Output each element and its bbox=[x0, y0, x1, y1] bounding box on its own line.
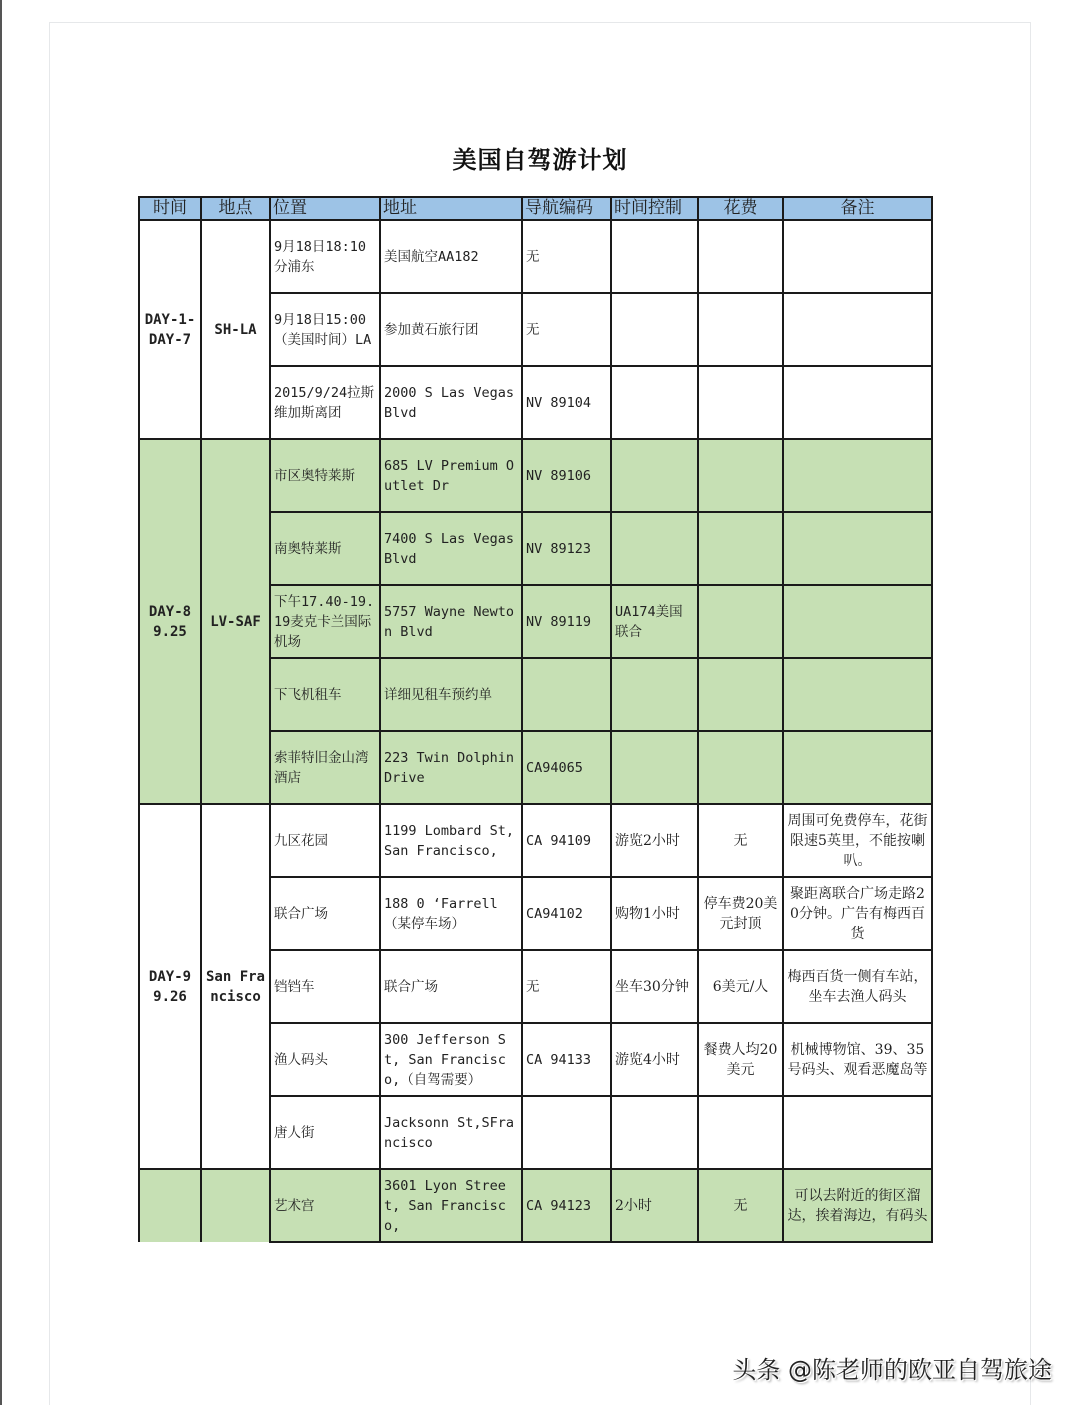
time-control-cell bbox=[611, 220, 698, 293]
time-control-cell: UA174美国联合 bbox=[611, 585, 698, 658]
note-cell: 可以去附近的街区溜达，挨着海边，有码头 bbox=[783, 1169, 932, 1242]
cost-cell bbox=[698, 439, 783, 512]
position-cell: 市区奥特莱斯 bbox=[270, 439, 380, 512]
address-cell: 685 LV Premium Outlet Dr bbox=[380, 439, 522, 512]
time-control-cell bbox=[611, 1096, 698, 1169]
header-nav-code: 导航编码 bbox=[522, 197, 611, 220]
nav-code-cell: NV 89104 bbox=[522, 366, 611, 439]
address-cell: 联合广场 bbox=[380, 950, 522, 1023]
cost-cell: 停车费20美元封顶 bbox=[698, 877, 783, 950]
nav-code-cell: NV 89123 bbox=[522, 512, 611, 585]
group-time-cell bbox=[139, 1169, 201, 1242]
cost-cell: 无 bbox=[698, 804, 783, 877]
table-row bbox=[139, 1169, 932, 1242]
header-time: 时间 bbox=[139, 197, 201, 220]
note-cell bbox=[783, 439, 932, 512]
group-place-cell: LV-SAF bbox=[201, 439, 270, 804]
document-title: 美国自驾游计划 bbox=[452, 146, 628, 174]
cost-cell bbox=[698, 585, 783, 658]
address-cell: 详细见租车预约单 bbox=[380, 658, 522, 731]
time-control-cell bbox=[611, 731, 698, 804]
nav-code-cell: NV 89119 bbox=[522, 585, 611, 658]
viewer-left-edge bbox=[0, 0, 2, 1405]
note-cell bbox=[783, 220, 932, 293]
note-cell bbox=[783, 1096, 932, 1169]
position-cell: 9月18日18:10分浦东 bbox=[270, 220, 380, 293]
address-cell: 参加黄石旅行团 bbox=[380, 293, 522, 366]
cost-cell bbox=[698, 658, 783, 731]
nav-code-cell: CA 94123 bbox=[522, 1169, 611, 1242]
table-row bbox=[139, 220, 932, 293]
note-cell bbox=[783, 293, 932, 366]
position-cell: 渔人码头 bbox=[270, 1023, 380, 1096]
table-row bbox=[139, 439, 932, 512]
address-cell: 7400 S Las Vegas Blvd bbox=[380, 512, 522, 585]
position-cell: 9月18日15:00（美国时间）LA bbox=[270, 293, 380, 366]
nav-code-cell: CA 94109 bbox=[522, 804, 611, 877]
address-cell: 5757 Wayne Newton Blvd bbox=[380, 585, 522, 658]
group-place-cell: SH-LA bbox=[201, 220, 270, 439]
position-cell: 2015/9/24拉斯维加斯离团 bbox=[270, 366, 380, 439]
header-place: 地点 bbox=[201, 197, 270, 220]
header-time-control: 时间控制 bbox=[611, 197, 698, 220]
time-control-cell: 坐车30分钟 bbox=[611, 950, 698, 1023]
cost-cell bbox=[698, 220, 783, 293]
nav-code-cell: NV 89106 bbox=[522, 439, 611, 512]
nav-code-cell bbox=[522, 1096, 611, 1169]
time-control-cell bbox=[611, 658, 698, 731]
time-control-cell bbox=[611, 512, 698, 585]
time-control-cell: 2小时 bbox=[611, 1169, 698, 1242]
time-control-cell: 游览2小时 bbox=[611, 804, 698, 877]
address-cell: Jacksonn St,SFrancisco bbox=[380, 1096, 522, 1169]
group-time-cell: DAY-9 9.26 bbox=[139, 804, 201, 1169]
group-place-cell bbox=[201, 1169, 270, 1242]
header-note: 备注 bbox=[783, 197, 932, 220]
note-cell: 机械博物馆、39、35号码头、观看恶魔岛等 bbox=[783, 1023, 932, 1096]
itinerary-table bbox=[138, 196, 933, 1243]
nav-code-cell: CA94065 bbox=[522, 731, 611, 804]
position-cell: 铛铛车 bbox=[270, 950, 380, 1023]
note-cell bbox=[783, 658, 932, 731]
note-cell bbox=[783, 366, 932, 439]
position-cell: 九区花园 bbox=[270, 804, 380, 877]
cost-cell: 6美元/人 bbox=[698, 950, 783, 1023]
note-cell: 梅西百货一侧有车站，坐车去渔人码头 bbox=[783, 950, 932, 1023]
cost-cell bbox=[698, 731, 783, 804]
watermark: 头条 @陈老师的欧亚自驾旅途 bbox=[732, 1356, 1052, 1384]
position-cell: 艺术宫 bbox=[270, 1169, 380, 1242]
position-cell: 唐人街 bbox=[270, 1096, 380, 1169]
address-cell: 2000 S Las Vegas Blvd bbox=[380, 366, 522, 439]
note-cell bbox=[783, 512, 932, 585]
address-cell: 美国航空AA182 bbox=[380, 220, 522, 293]
nav-code-cell: 无 bbox=[522, 293, 611, 366]
address-cell: 188 0 ‘Farrell（某停车场） bbox=[380, 877, 522, 950]
group-time-cell: DAY-8 9.25 bbox=[139, 439, 201, 804]
group-place-cell: San Francisco bbox=[201, 804, 270, 1169]
cost-cell bbox=[698, 293, 783, 366]
address-cell: 300 Jefferson St, San Francisco,（自驾需要） bbox=[380, 1023, 522, 1096]
time-control-cell bbox=[611, 439, 698, 512]
address-cell: 223 Twin Dolphin Drive bbox=[380, 731, 522, 804]
header-cost: 花费 bbox=[698, 197, 783, 220]
time-control-cell bbox=[611, 293, 698, 366]
table-row bbox=[139, 804, 932, 877]
nav-code-cell: CA94102 bbox=[522, 877, 611, 950]
address-cell: 3601 Lyon Street, San Francisco, bbox=[380, 1169, 522, 1242]
note-cell bbox=[783, 731, 932, 804]
nav-code-cell: 无 bbox=[522, 220, 611, 293]
cost-cell bbox=[698, 366, 783, 439]
note-cell: 聚距离联合广场走路20分钟。广告有梅西百货 bbox=[783, 877, 932, 950]
cost-cell: 无 bbox=[698, 1169, 783, 1242]
header-position: 位置 bbox=[270, 197, 380, 220]
note-cell: 周围可免费停车，花街限速5英里，不能按喇叭。 bbox=[783, 804, 932, 877]
position-cell: 下飞机租车 bbox=[270, 658, 380, 731]
position-cell: 南奥特莱斯 bbox=[270, 512, 380, 585]
note-cell bbox=[783, 585, 932, 658]
time-control-cell: 游览4小时 bbox=[611, 1023, 698, 1096]
nav-code-cell bbox=[522, 658, 611, 731]
group-time-cell: DAY-1-DAY-7 bbox=[139, 220, 201, 439]
header-address: 地址 bbox=[380, 197, 522, 220]
cost-cell bbox=[698, 1096, 783, 1169]
nav-code-cell: 无 bbox=[522, 950, 611, 1023]
position-cell: 下午17.40-19.19麦克卡兰国际机场 bbox=[270, 585, 380, 658]
nav-code-cell: CA 94133 bbox=[522, 1023, 611, 1096]
time-control-cell bbox=[611, 366, 698, 439]
cost-cell bbox=[698, 512, 783, 585]
time-control-cell: 购物1小时 bbox=[611, 877, 698, 950]
address-cell: 1199 Lombard St, San Francisco, bbox=[380, 804, 522, 877]
table-header-row bbox=[139, 197, 932, 220]
position-cell: 联合广场 bbox=[270, 877, 380, 950]
cost-cell: 餐费人均20美元 bbox=[698, 1023, 783, 1096]
position-cell: 索菲特旧金山湾酒店 bbox=[270, 731, 380, 804]
